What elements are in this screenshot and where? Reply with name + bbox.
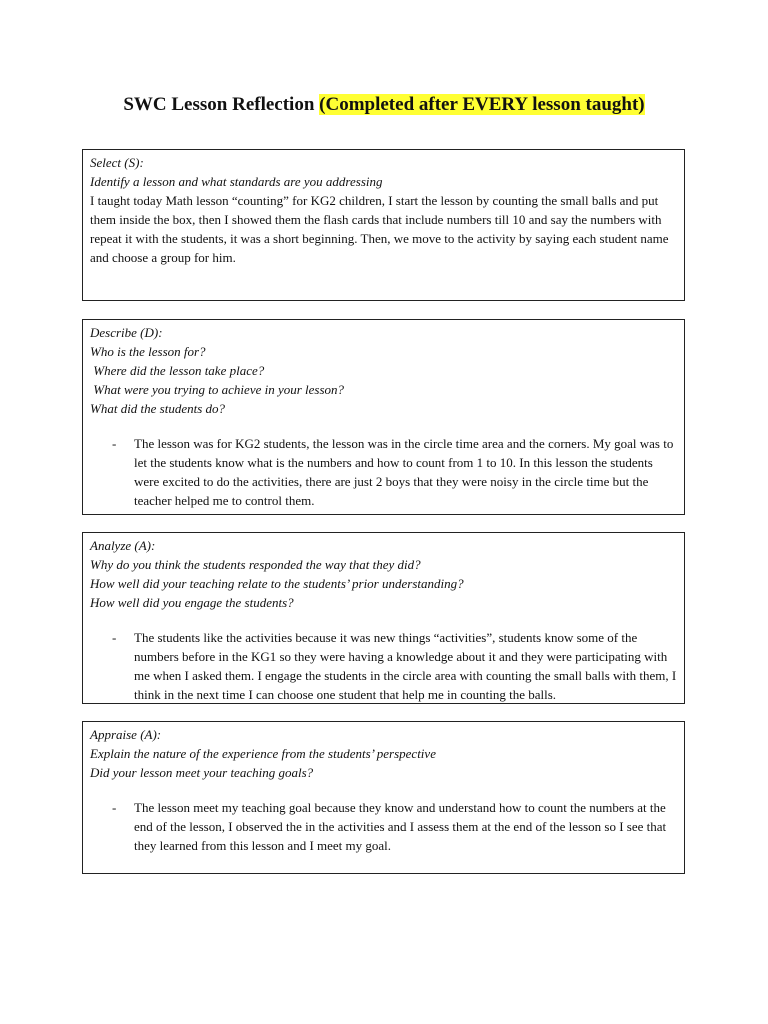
section-select bbox=[82, 149, 685, 301]
bullet-dash: - bbox=[112, 436, 117, 451]
section-question: How well did your teaching relate to the students’ prior understanding? bbox=[90, 576, 464, 591]
section-describe bbox=[82, 319, 685, 515]
section-response: The students like the activities because it was new things “activities”, students know some of the numbers before in the KG1 so they were having a knowledge about it and they were participating with me when I asked them. I engage the students in the circle area with counting the small balls with them, I think in the next time I can choose one student that help me in counting the balls. bbox=[134, 630, 677, 702]
section-analyze bbox=[82, 532, 685, 704]
section-question: Why do you think the students responded the way that they did? bbox=[90, 557, 421, 572]
section-response: The lesson meet my teaching goal because they know and understand how to count the numbers at the end of the lesson, I observed the in the activities and I assess them at the end of the lesson so I see that they learned from this lesson and I meet my goal. bbox=[134, 800, 667, 853]
list-item bbox=[90, 434, 677, 510]
response-list bbox=[90, 434, 677, 510]
section-question: How well did you engage the students? bbox=[90, 595, 294, 610]
title-main: SWC Lesson Reflection bbox=[123, 94, 315, 115]
section-question: What were you trying to achieve in your lesson? bbox=[90, 382, 345, 397]
page-title bbox=[0, 93, 768, 117]
response-list bbox=[90, 798, 677, 855]
bullet-dash: - bbox=[112, 800, 117, 815]
section-heading: Select (S): bbox=[90, 155, 144, 170]
section-response: The lesson was for KG2 students, the lesson was in the circle time area and the corners. My goal was to let the students know what is the numbers and how to count from 1 to 10. In this lesson the students were excited to do the activities, there are just 2 boys that they were noisy in the circle time but the teacher helped me to control them. bbox=[134, 436, 674, 508]
response-list bbox=[90, 628, 677, 704]
section-question: Where did the lesson take place? bbox=[90, 363, 265, 378]
section-heading: Analyze (A): bbox=[90, 538, 156, 553]
section-heading: Describe (D): bbox=[90, 325, 163, 340]
section-question: Did your lesson meet your teaching goals? bbox=[90, 765, 314, 780]
list-item bbox=[90, 628, 677, 704]
section-heading: Appraise (A): bbox=[90, 727, 162, 742]
bullet-dash: - bbox=[112, 630, 117, 645]
section-question: Who is the lesson for? bbox=[90, 344, 206, 359]
section-question: Explain the nature of the experience from the students’ perspective bbox=[90, 746, 436, 761]
title-highlight: (Completed after EVERY lesson taught) bbox=[319, 94, 645, 115]
list-item bbox=[90, 798, 677, 855]
section-appraise bbox=[82, 721, 685, 874]
section-question: What did the students do? bbox=[90, 401, 226, 416]
section-question: Identify a lesson and what standards are you addressing bbox=[90, 174, 383, 189]
section-response: I taught today Math lesson “counting” for KG2 children, I start the lesson by counting the small balls and put them inside the box, then I showed them the flash cards that include numbers till 10 and say the numbers with repeat it with the students, it was a short beginning. Then, we move to the activity by saying each student name and choose a group for him. bbox=[90, 193, 669, 265]
